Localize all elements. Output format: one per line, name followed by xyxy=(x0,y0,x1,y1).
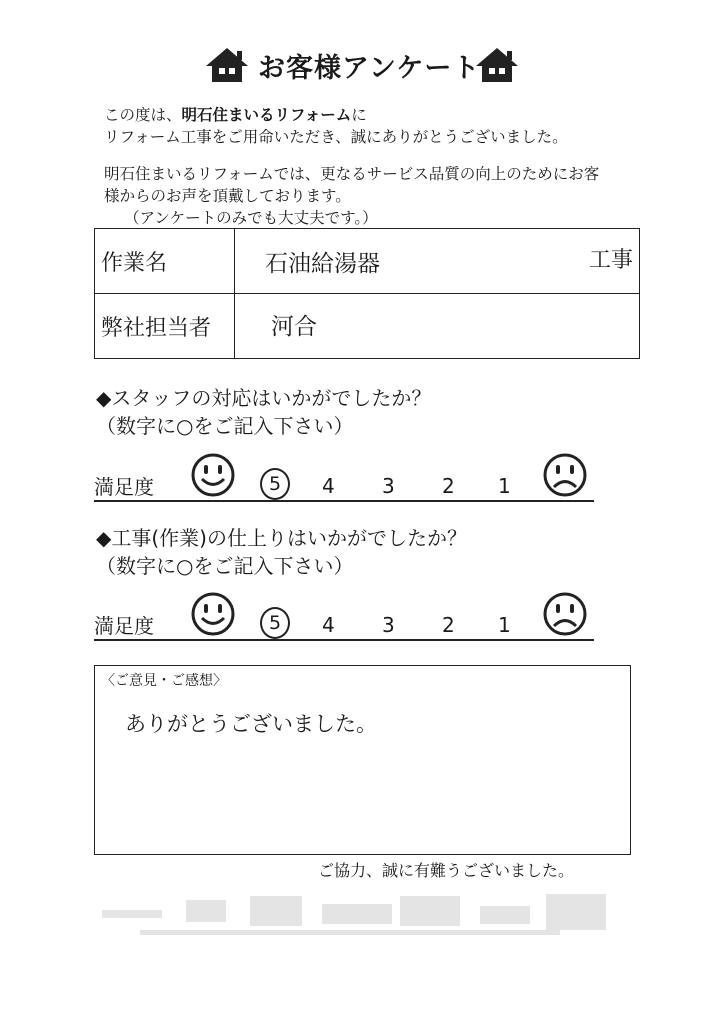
q2-option-5-selected[interactable]: 5 xyxy=(260,607,290,639)
q1-satisfaction-scale xyxy=(94,448,594,502)
company-name: 明石住まいるリフォーム xyxy=(181,106,352,124)
comments-title: 〈ご意見・ご感想〉 xyxy=(101,673,227,689)
work-suffix: 工事 xyxy=(588,248,633,273)
work-row xyxy=(95,229,640,294)
q2-option-4[interactable]: 4 xyxy=(322,613,335,637)
smiley-sad-icon xyxy=(542,591,588,637)
q1-option-1[interactable]: 1 xyxy=(498,474,511,498)
intro-line-3: 明石住まいるリフォームでは、更なるサービス品質の向上のためにお客 xyxy=(104,165,600,183)
q1-option-2[interactable]: 2 xyxy=(442,474,455,498)
comments-text: ありがとうございました。 xyxy=(125,712,377,736)
staff-value-cell xyxy=(235,294,640,359)
info-table xyxy=(94,228,640,359)
staff-value: 河合 xyxy=(271,314,317,340)
house-icon xyxy=(474,46,520,84)
q1-question: ◆スタッフの対応はいかがでしたか？ xyxy=(96,386,432,410)
smiley-sad-icon xyxy=(542,452,588,498)
q2-question: ◆工事(作業)の仕上りはいかがでしたか？ xyxy=(96,526,467,550)
intro-line-2: リフォーム工事をご用命いただき、誠にありがとうございました。 xyxy=(104,128,568,146)
q2-option-3[interactable]: 3 xyxy=(382,613,395,637)
q2-instruction: （数字に○をご記入下さい） xyxy=(96,554,354,578)
smiley-happy-icon xyxy=(190,591,236,637)
staff-label: 弊社担当者 xyxy=(95,294,235,359)
q2-satisfaction-scale xyxy=(94,587,594,641)
q1-option-5-selected[interactable]: 5 xyxy=(260,468,290,500)
q2-scale-label: 満足度 xyxy=(94,614,154,638)
title-row xyxy=(0,40,725,90)
q1-instruction: （数字に○をご記入下さい） xyxy=(96,414,354,438)
smiley-happy-icon xyxy=(190,452,236,498)
intro-prefix: この度は、 xyxy=(104,106,182,124)
closing-message: ご協力、誠に有難うございました。 xyxy=(318,861,575,880)
house-icon xyxy=(204,46,250,84)
redacted-area xyxy=(100,890,620,942)
q1-option-4[interactable]: 4 xyxy=(322,474,335,498)
q2-option-2[interactable]: 2 xyxy=(442,613,455,637)
q1-scale-label: 満足度 xyxy=(94,475,154,499)
comments-box[interactable] xyxy=(94,665,631,855)
q1-option-3[interactable]: 3 xyxy=(382,474,395,498)
work-value-cell xyxy=(235,229,640,294)
intro-suffix: に xyxy=(351,106,367,124)
work-value: 石油給湯器 xyxy=(265,251,380,277)
page-title: お客様アンケート xyxy=(258,53,481,84)
intro-line-1 xyxy=(104,104,367,126)
work-label: 作業名 xyxy=(95,229,235,294)
q2-option-1[interactable]: 1 xyxy=(498,613,511,637)
intro-line-5: （アンケートのみでも大丈夫です。） xyxy=(124,209,378,227)
intro-line-4: 様からのお声を頂戴しております。 xyxy=(104,187,351,205)
staff-row xyxy=(95,294,640,359)
